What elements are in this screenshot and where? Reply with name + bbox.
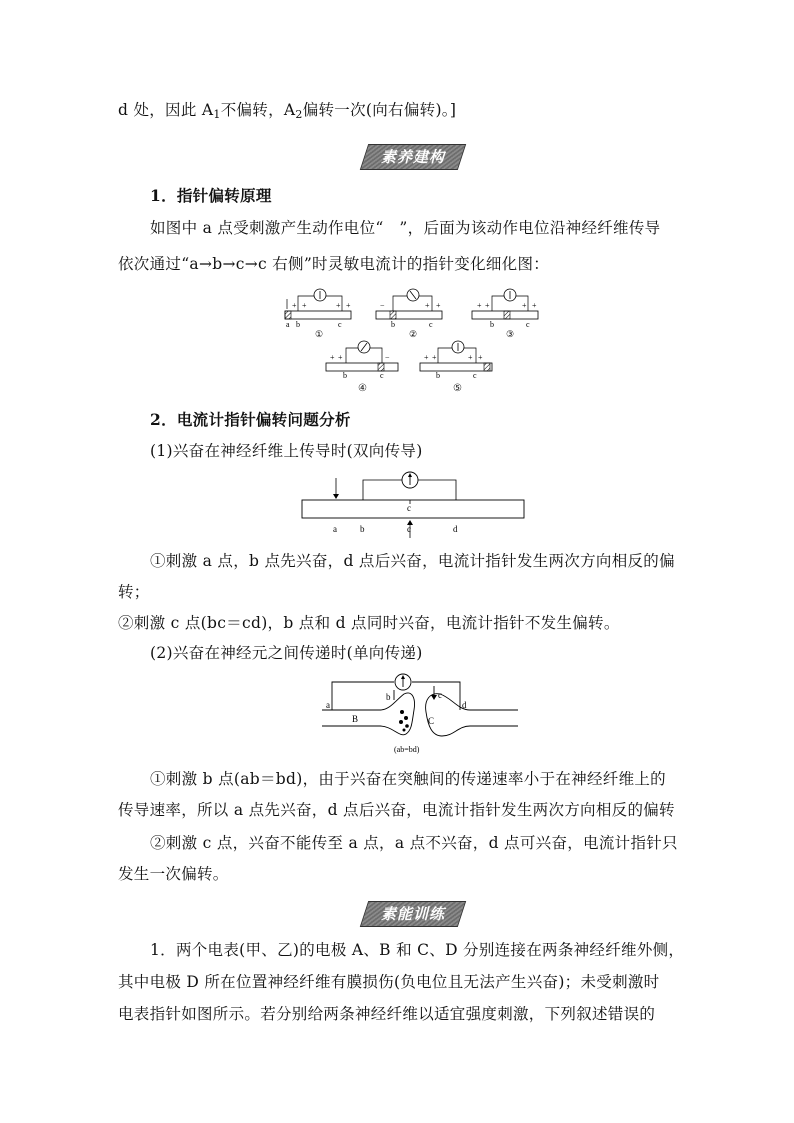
text-part: 不偏转，A [220,101,296,119]
svg-text:+: + [424,353,429,362]
label-a: a [326,700,330,710]
text-part: d 处，因此 A [118,101,214,119]
label-neuron-c: C [428,716,435,726]
panel-3 [472,289,538,339]
svg-text:c: c [526,320,530,329]
svg-text:b: b [343,371,347,380]
intro-line [118,100,678,125]
label-b: b [360,524,365,534]
subscript: 1 [213,108,221,121]
label-d: d [453,524,458,534]
para-line: 如图中 a 点受刺激产生动作电位“ ”，后面为该动作电位沿神经纤维传导 [150,219,661,237]
svg-text:−: − [380,301,385,310]
question-line: 电表指针如图所示。若分别给两条神经纤维以适宜强度刺激，下列叙述错误的 [118,1005,656,1023]
figure-synapse-transmission [320,670,520,760]
svg-text:+: + [477,301,482,310]
svg-text:−: − [385,353,390,362]
subscript: 2 [295,108,303,121]
svg-text:+: + [330,353,335,362]
svg-text:+: + [302,301,307,310]
svg-text:b: b [296,320,300,329]
subheading-2: (2)兴奋在神经元之间传递时(单向传递) [150,644,423,662]
section1-heading: 1．指针偏转原理 [150,186,272,205]
para-line: 发生一次偏转。 [118,865,229,883]
svg-text:+: + [522,301,527,310]
figure-note: (ab=bd) [394,745,420,754]
text-part: 偏转一次(向右偏转)。] [302,101,457,119]
label-d: d [462,700,467,710]
panel-5 [420,341,492,380]
section-badge-training [364,901,462,927]
svg-text:c: c [473,371,477,380]
label-c: c [407,524,411,534]
svg-text:b: b [490,320,494,329]
para-line: 依次通过“a→b→c→c 右侧”时灵敏电流计的指针变化细化图： [118,255,550,273]
svg-text:+: + [436,301,441,310]
label-c-top: c [407,503,411,513]
svg-text:+: + [338,353,343,362]
para-line: ②刺激 c 点(bc＝cd)，b 点和 d 点同时兴奋，电流计指针不发生偏转。 [118,614,620,632]
section-badge-literacy [364,144,462,170]
svg-text:③: ③ [506,329,515,339]
svg-text:+: + [468,353,473,362]
svg-text:a: a [286,320,290,329]
svg-text:①: ① [315,329,324,339]
label-c: c [438,690,442,700]
svg-text:+: + [432,353,437,362]
subheading-1: (1)兴奋在神经纤维上传导时(双向传导) [150,442,423,460]
question-line: 1．两个电表(甲、乙)的电极 A、B 和 C、D 分别连接在两条神经纤维外侧， [150,941,685,959]
svg-text:+: + [425,301,430,310]
figure-deflection-principle [280,285,550,380]
figure-fiber-conduction [298,470,530,540]
badge-label: 素能训练 [380,905,445,923]
panel-4 [326,341,398,380]
svg-text:+: + [336,301,341,310]
svg-text:c: c [380,371,384,380]
section2-heading: 2．电流计指针偏转问题分析 [150,410,351,429]
para-line: 传导速率，所以 a 点先兴奋，d 点后兴奋，电流计指针发生两次方向相反的偏转 [118,801,675,819]
para-line: ①刺激 a 点，b 点先兴奋，d 点后兴奋，电流计指针发生两次方向相反的偏 [150,552,675,570]
panel-1 [285,289,351,339]
svg-text:+: + [532,301,537,310]
svg-text:②: ② [409,329,418,339]
panel-4-num: ④ [358,383,367,394]
label-b: b [386,692,391,702]
svg-text:+: + [485,301,490,310]
panel-5-num: ⑤ [453,383,462,394]
svg-text:c: c [429,320,433,329]
badge-label: 素养建构 [380,148,445,166]
para-line: ②刺激 c 点，兴奋不能传至 a 点，a 点不兴奋，d 点可兴奋，电流计指针只 [150,834,678,852]
svg-text:b: b [391,320,395,329]
label-a: a [333,524,337,534]
para-line: 转； [118,583,150,601]
para-line: ①刺激 b 点(ab＝bd)，由于兴奋在突触间的传递速率小于在神经纤维上的 [150,770,666,788]
svg-text:+: + [292,301,297,310]
svg-text:c: c [338,320,342,329]
label-neuron-b: B [352,714,359,724]
svg-text:+: + [478,353,483,362]
svg-text:b: b [436,371,440,380]
svg-text:+: + [346,301,351,310]
panel-2 [376,289,442,339]
question-line: 其中电极 D 所在位置神经纤维有膜损伤(负电位且无法产生兴奋)；未受刺激时 [118,973,660,991]
